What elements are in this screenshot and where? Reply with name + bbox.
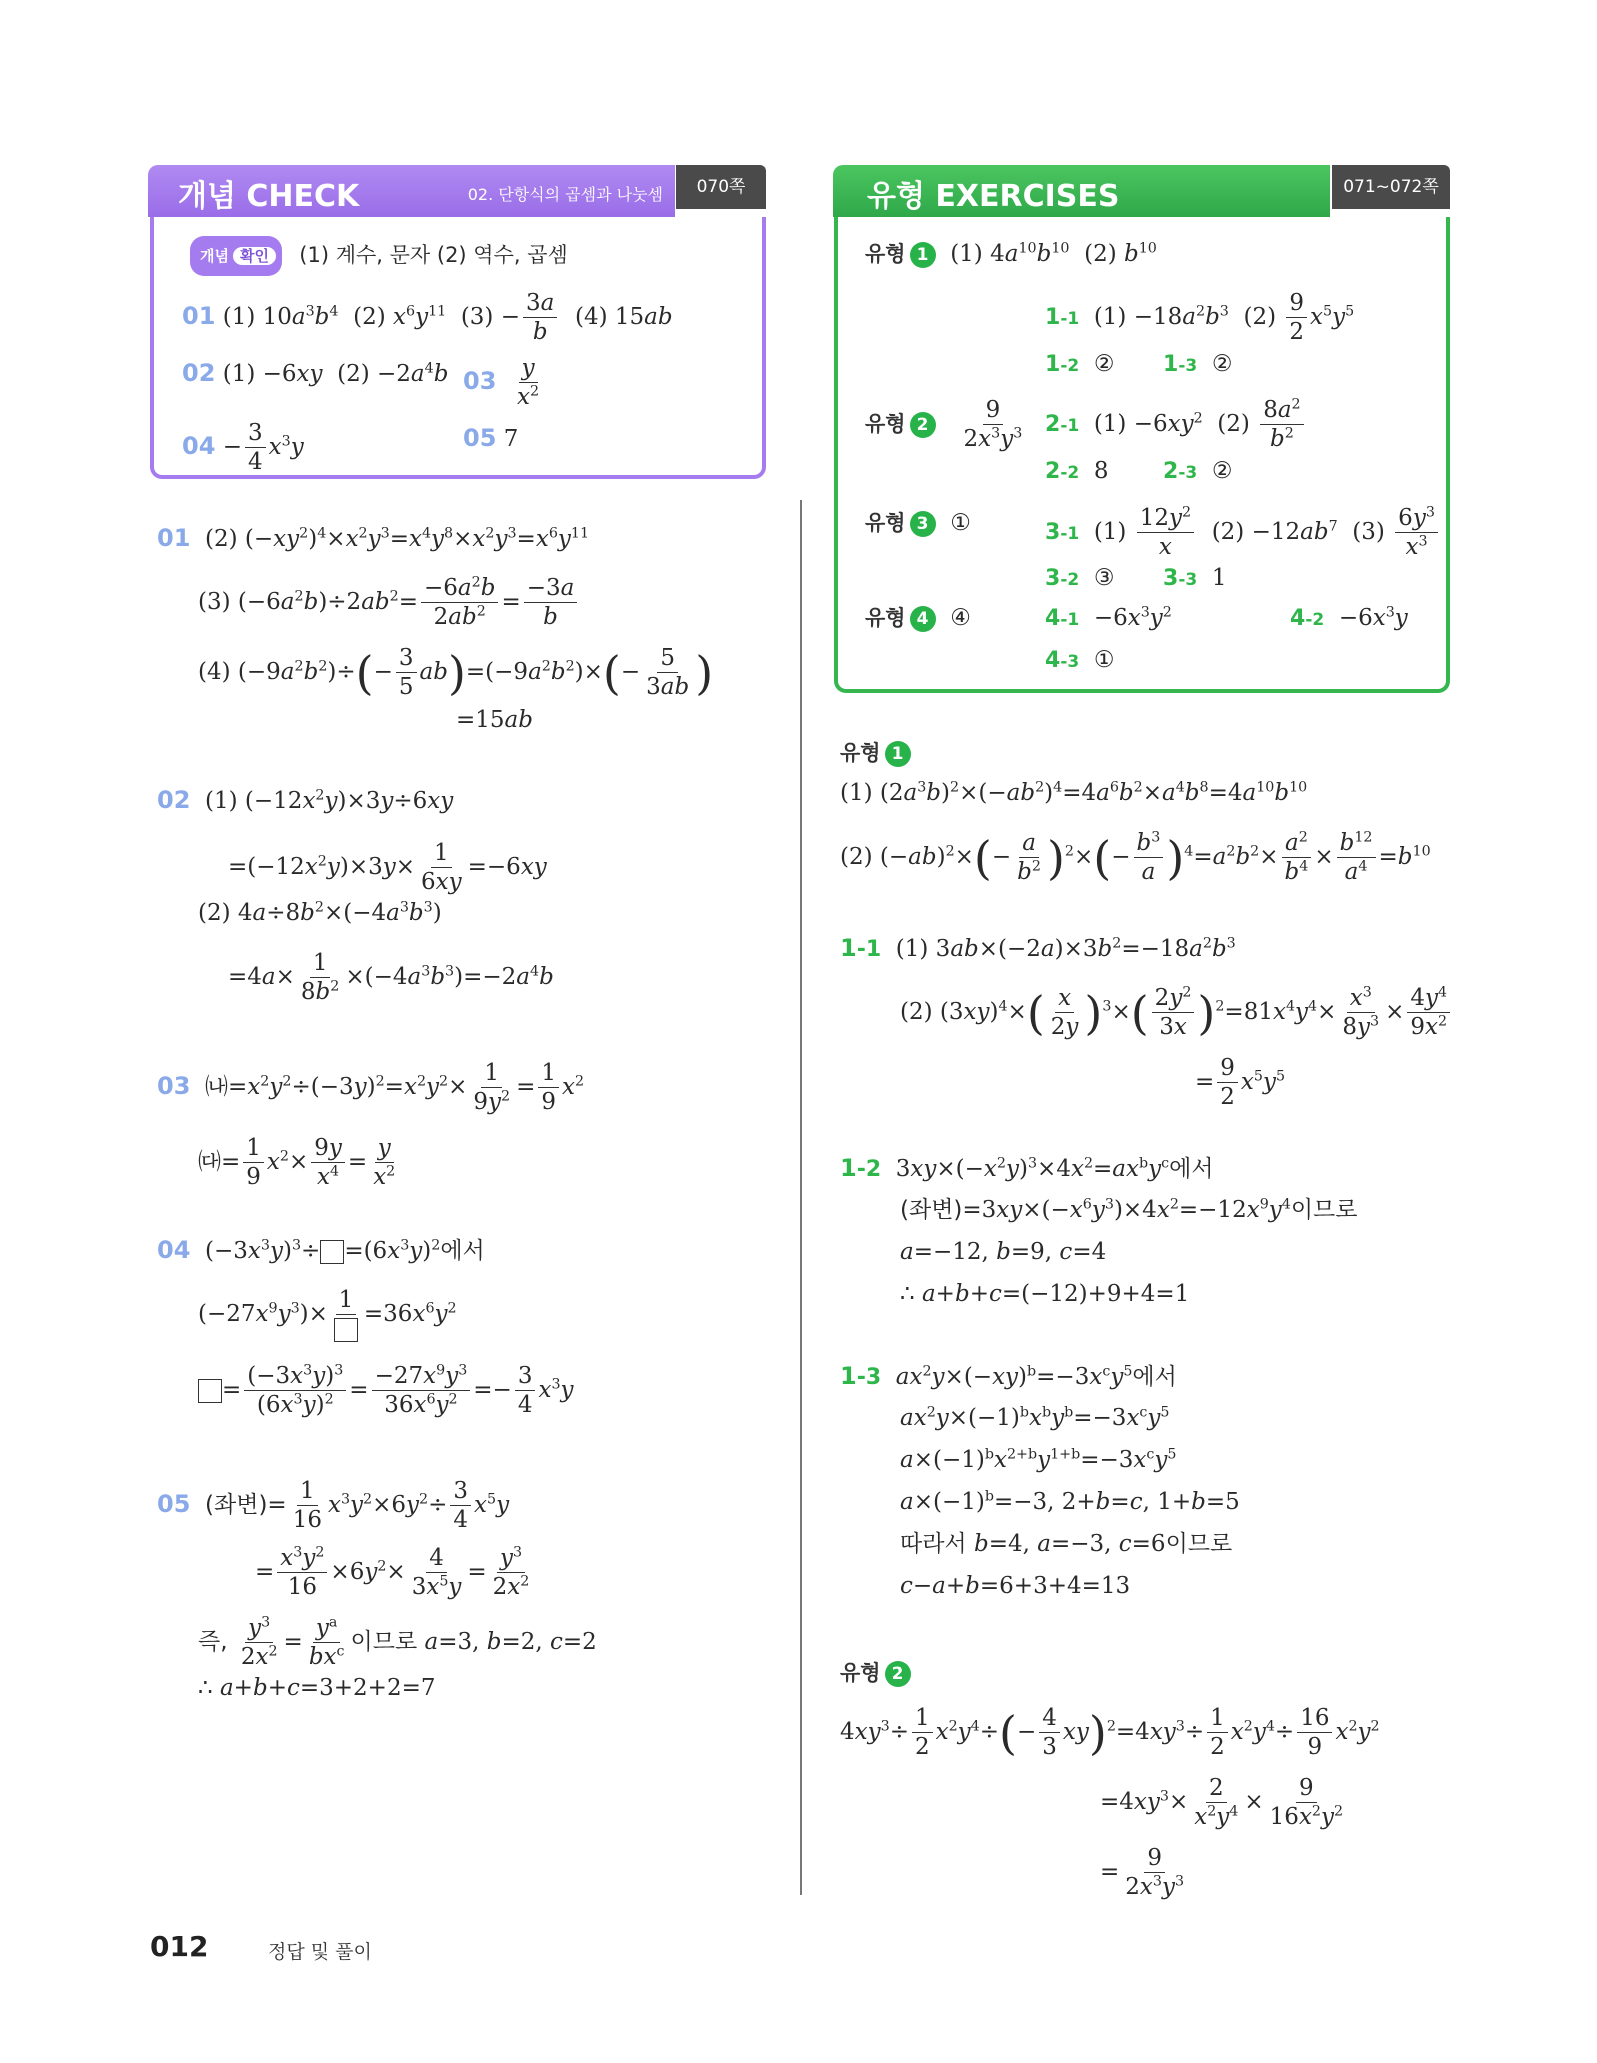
sol-02-2: (2) $4a\div 8b^2\times(-4a^3b^3)$ [198, 899, 442, 926]
sol-1-3b: $ax^2y\times(-1)^bx^by^b=-3x^cy^5$ [900, 1404, 1170, 1431]
check-05: 05 7 [463, 424, 519, 452]
sol-04-c: = $\frac{(-3x^3y)^3}{(6x^3y)^2}$ = $\frac{-27x^9y^3}{36x^6y^2}$ =− $\frac{3}{4}$ $x^3y$ [198, 1363, 574, 1419]
ex-type4: 유형 4 ④ [865, 605, 971, 631]
sol-05-d: ∴ a+b+c=3+2+2=7 [198, 1675, 436, 1701]
sol-type2-heading: 유형 2 [840, 1655, 911, 1691]
page-tab-right: 071~072쪽 [1332, 165, 1450, 209]
ex-3-2: 3-2 ③ [1045, 565, 1115, 591]
sol-type1-1: (1) $(2a^3b)^2\times(-ab^2)^4=4a^6b^2\times a^4b^8=4a^{10}b^{10}$ [840, 779, 1308, 806]
sol-1-3c: $a\times(-1)^bx^{2+b}y^{1+b}=-3x^cy^5$ [900, 1446, 1177, 1473]
sol-type1-2: (2) $(-ab)^2\times(-$ $\frac{a}{b^2}$ )$^2$×(− $\frac{b^3}{a}$ )$^4=a^2b^2\times$ $\frac{a^2}{b^4}$ × $\frac{b^{12}}{a^4}$ $=b^{10}$ [840, 829, 1431, 886]
concept-check-header [148, 165, 675, 217]
ex-1-2: 1-2 ② [1045, 351, 1115, 377]
ex-type2: 유형 2 $\frac{9}{2x^3y^3}$ [865, 397, 1023, 453]
sol-1-3d: $a\times(-1)^b=-3$, 2+b=c, 1+b=5 [900, 1488, 1240, 1515]
sol-01-2: 01 (2) $(-xy^2)^4\times x^2y^3=x^4y^8\times x^2y^3=x^6y^{11}$ [157, 524, 590, 552]
ex-2-1: 2-1 $(1) -6xy^2$ (2) $\frac{8a^2}{b^2}$ [1045, 397, 1307, 453]
check-04: 04 − $\frac{3}{4}$ $x^3y$ [182, 420, 304, 476]
sol-1-2a: 1-2 $3xy\times(-x^2y)^3\times 4x^2=ax^by^c$에서 [840, 1154, 1214, 1182]
ex-1-1: 1-1 $(1) -18a^2b^3$ (2) $\frac{9}{2}$ $x^5y^5$ [1045, 290, 1355, 346]
sol-1-2c: a=−12, b=9, c=4 [900, 1239, 1107, 1265]
check-01: 01 (1) $10a^3b^4$ (2) $x^6y^{11}$ (3) − $\frac{3a}{b}$ (4) 15ab [182, 290, 673, 346]
sol-05-b: = $\frac{x^3y^2}{16}$ $\times 6y^2\times$ $\frac{4}{3x^5y}$ = $\frac{y^3}{2x^2}$ [255, 1544, 530, 1601]
sol-1-3e: 따라서 b=4, a=−3, c=6이므로 [900, 1531, 1233, 1557]
sol-type2-b: $=4xy^3\times$ $\frac{2}{x^2y^4}$ × $\frac{9}{16x^2y^2}$ [1100, 1775, 1344, 1831]
footer-label: 정답 및 풀이 [268, 1941, 372, 1963]
ex-2-3: 2-3 ② [1163, 458, 1233, 484]
sol-01-3: (3) $(-6a^2b)\div 2ab^2=$ $\frac{-6a^2b}{2ab^2}$ = $\frac{-3a}{b}$ [198, 575, 580, 631]
check-02: 02 (1) −6xy $(2) -2a^4b$ [182, 359, 449, 387]
sol-02-1: 02 (1) $(-12x^2y)\times 3y\div 6xy$ [157, 786, 454, 814]
exercises-header [833, 165, 1330, 217]
sol-1-1b: (2) $(3xy)^4\times$( $\frac{x}{2y}$ )$^3$×( $\frac{2y^2}{3x}$ )$^2=81x^4y^4\times$ $\frac{x^3}{8y^3}$ × $\frac{4y^4}{9x^2}$ [900, 985, 1453, 1041]
exercises-title: 유형 EXERCISES [867, 179, 1120, 214]
ex-4-1: $4-1 -6x^3y^2$ [1045, 604, 1172, 631]
concept-chip: 개념 확인 [190, 236, 282, 276]
sol-1-1a: 1-1 (1) $3ab\times(-2a)\times 3b^2=-18a^2b^3$ [840, 934, 1236, 962]
section-subtitle: 02. 단항식의 곱셈과 나눗셈 [467, 185, 663, 204]
sol-03-a: 03 $㈏=x^2y^2\div(-3y)^2=x^2y^2\times$ $\frac{1}{9y^2}$ = $\frac{1}{9}$ $x^2$ [157, 1060, 585, 1116]
concept-answer-row: 개념 확인 (1) 계수, 문자 (2) 역수, 곱셈 [190, 236, 568, 276]
page-tab-left: 070쪽 [676, 165, 766, 209]
ex-4-3: 4-3 ① [1045, 647, 1115, 673]
sol-05-c: 즉, $\frac{y^3}{2x^2}$ = $\frac{y^a}{bx^c}$ 이므로 a=3, b=2, c=2 [198, 1614, 597, 1671]
sol-02-1b: $=(-12x^2y)\times 3y\times$ $\frac{1}{6xy}$ =−6xy [228, 840, 547, 896]
sol-1-3f: c−a+b=6+3+4=13 [900, 1573, 1131, 1599]
sol-02-2b: =4a× $\frac{1}{8b^2}$ $\times(-4a^3b^3)=-2a^4b$ [228, 950, 554, 1006]
sol-1-2d: ∴ a+b+c=(−12)+9+4=1 [900, 1281, 1190, 1307]
sol-03-b: ㈐= $\frac{1}{9}$ $x^2\times$ $\frac{9y}{x^4}$ = $\frac{y}{x^2}$ [198, 1135, 396, 1191]
sol-1-1c: = $\frac{9}{2}$ $x^5y^5$ [1195, 1055, 1286, 1111]
sol-05-a: 05 (좌변)= $\frac{1}{16}$ $x^3y^2\times 6y^2\div$ $\frac{3}{4}$ $x^5y$ [157, 1478, 510, 1534]
sol-type2-a: $4xy^3\div$ $\frac{1}{2}$ $x^2y^4\div(-$ $\frac{4}{3}$ $xy)^2=4xy^3\div$ $\frac{1}{2}$ $x^2y^4\div$ $\frac{16}{9}$ $x^2y^2$ [840, 1705, 1380, 1761]
column-divider [800, 500, 802, 1895]
sol-type1-heading: 유형 1 [840, 735, 911, 771]
check-03: 03 $\frac{y}{x^2}$ [463, 355, 540, 411]
concept-check-title: 개념 CHECK [178, 179, 360, 214]
sol-1-2b: (좌변)$=3xy\times(-x^6y^3)\times 4x^2=-12x^9y^4$이므로 [900, 1196, 1358, 1223]
sol-04-a: 04 $(-3x^3y)^3\div =(6x^3y)^2$에서 [157, 1236, 485, 1264]
sol-01-4: (4) $(-9a^2b^2)\div(-$ $\frac{3}{5}$ $ab)=(-9a^2b^2)\times(-$ $\frac{5}{3ab}$ ) [198, 645, 714, 701]
ex-1-3: 1-3 ② [1163, 351, 1233, 377]
ex-type3: 유형 3 ① [865, 510, 971, 536]
ex-3-3: 3-3 1 [1163, 565, 1227, 591]
sol-04-b: $(-27x^9y^3)\times$ 1 $=36x^6y^2$ [198, 1287, 457, 1343]
sol-type2-c: = $\frac{9}{2x^3y^3}$ [1100, 1845, 1185, 1901]
sol-01-4-result: =15ab [456, 707, 533, 733]
ex-2-2: 2-2 8 [1045, 458, 1109, 484]
page-number: 012 [150, 1930, 209, 1963]
ex-type1: 유형 1 (1) $4a^{10}b^{10}$ (2) $b^{10}$ [865, 240, 1157, 267]
ex-3-1: 3-1 (1) $\frac{12y^2}{x}$ $(2) -12ab^7$ (3) $\frac{6y^3}{x^3}$ [1045, 505, 1441, 561]
sol-1-3a: 1-3 $ax^2y\times(-xy)^b=-3x^cy^5$에서 [840, 1362, 1177, 1390]
ex-4-2: $4-2 -6x^3y$ [1290, 604, 1408, 631]
